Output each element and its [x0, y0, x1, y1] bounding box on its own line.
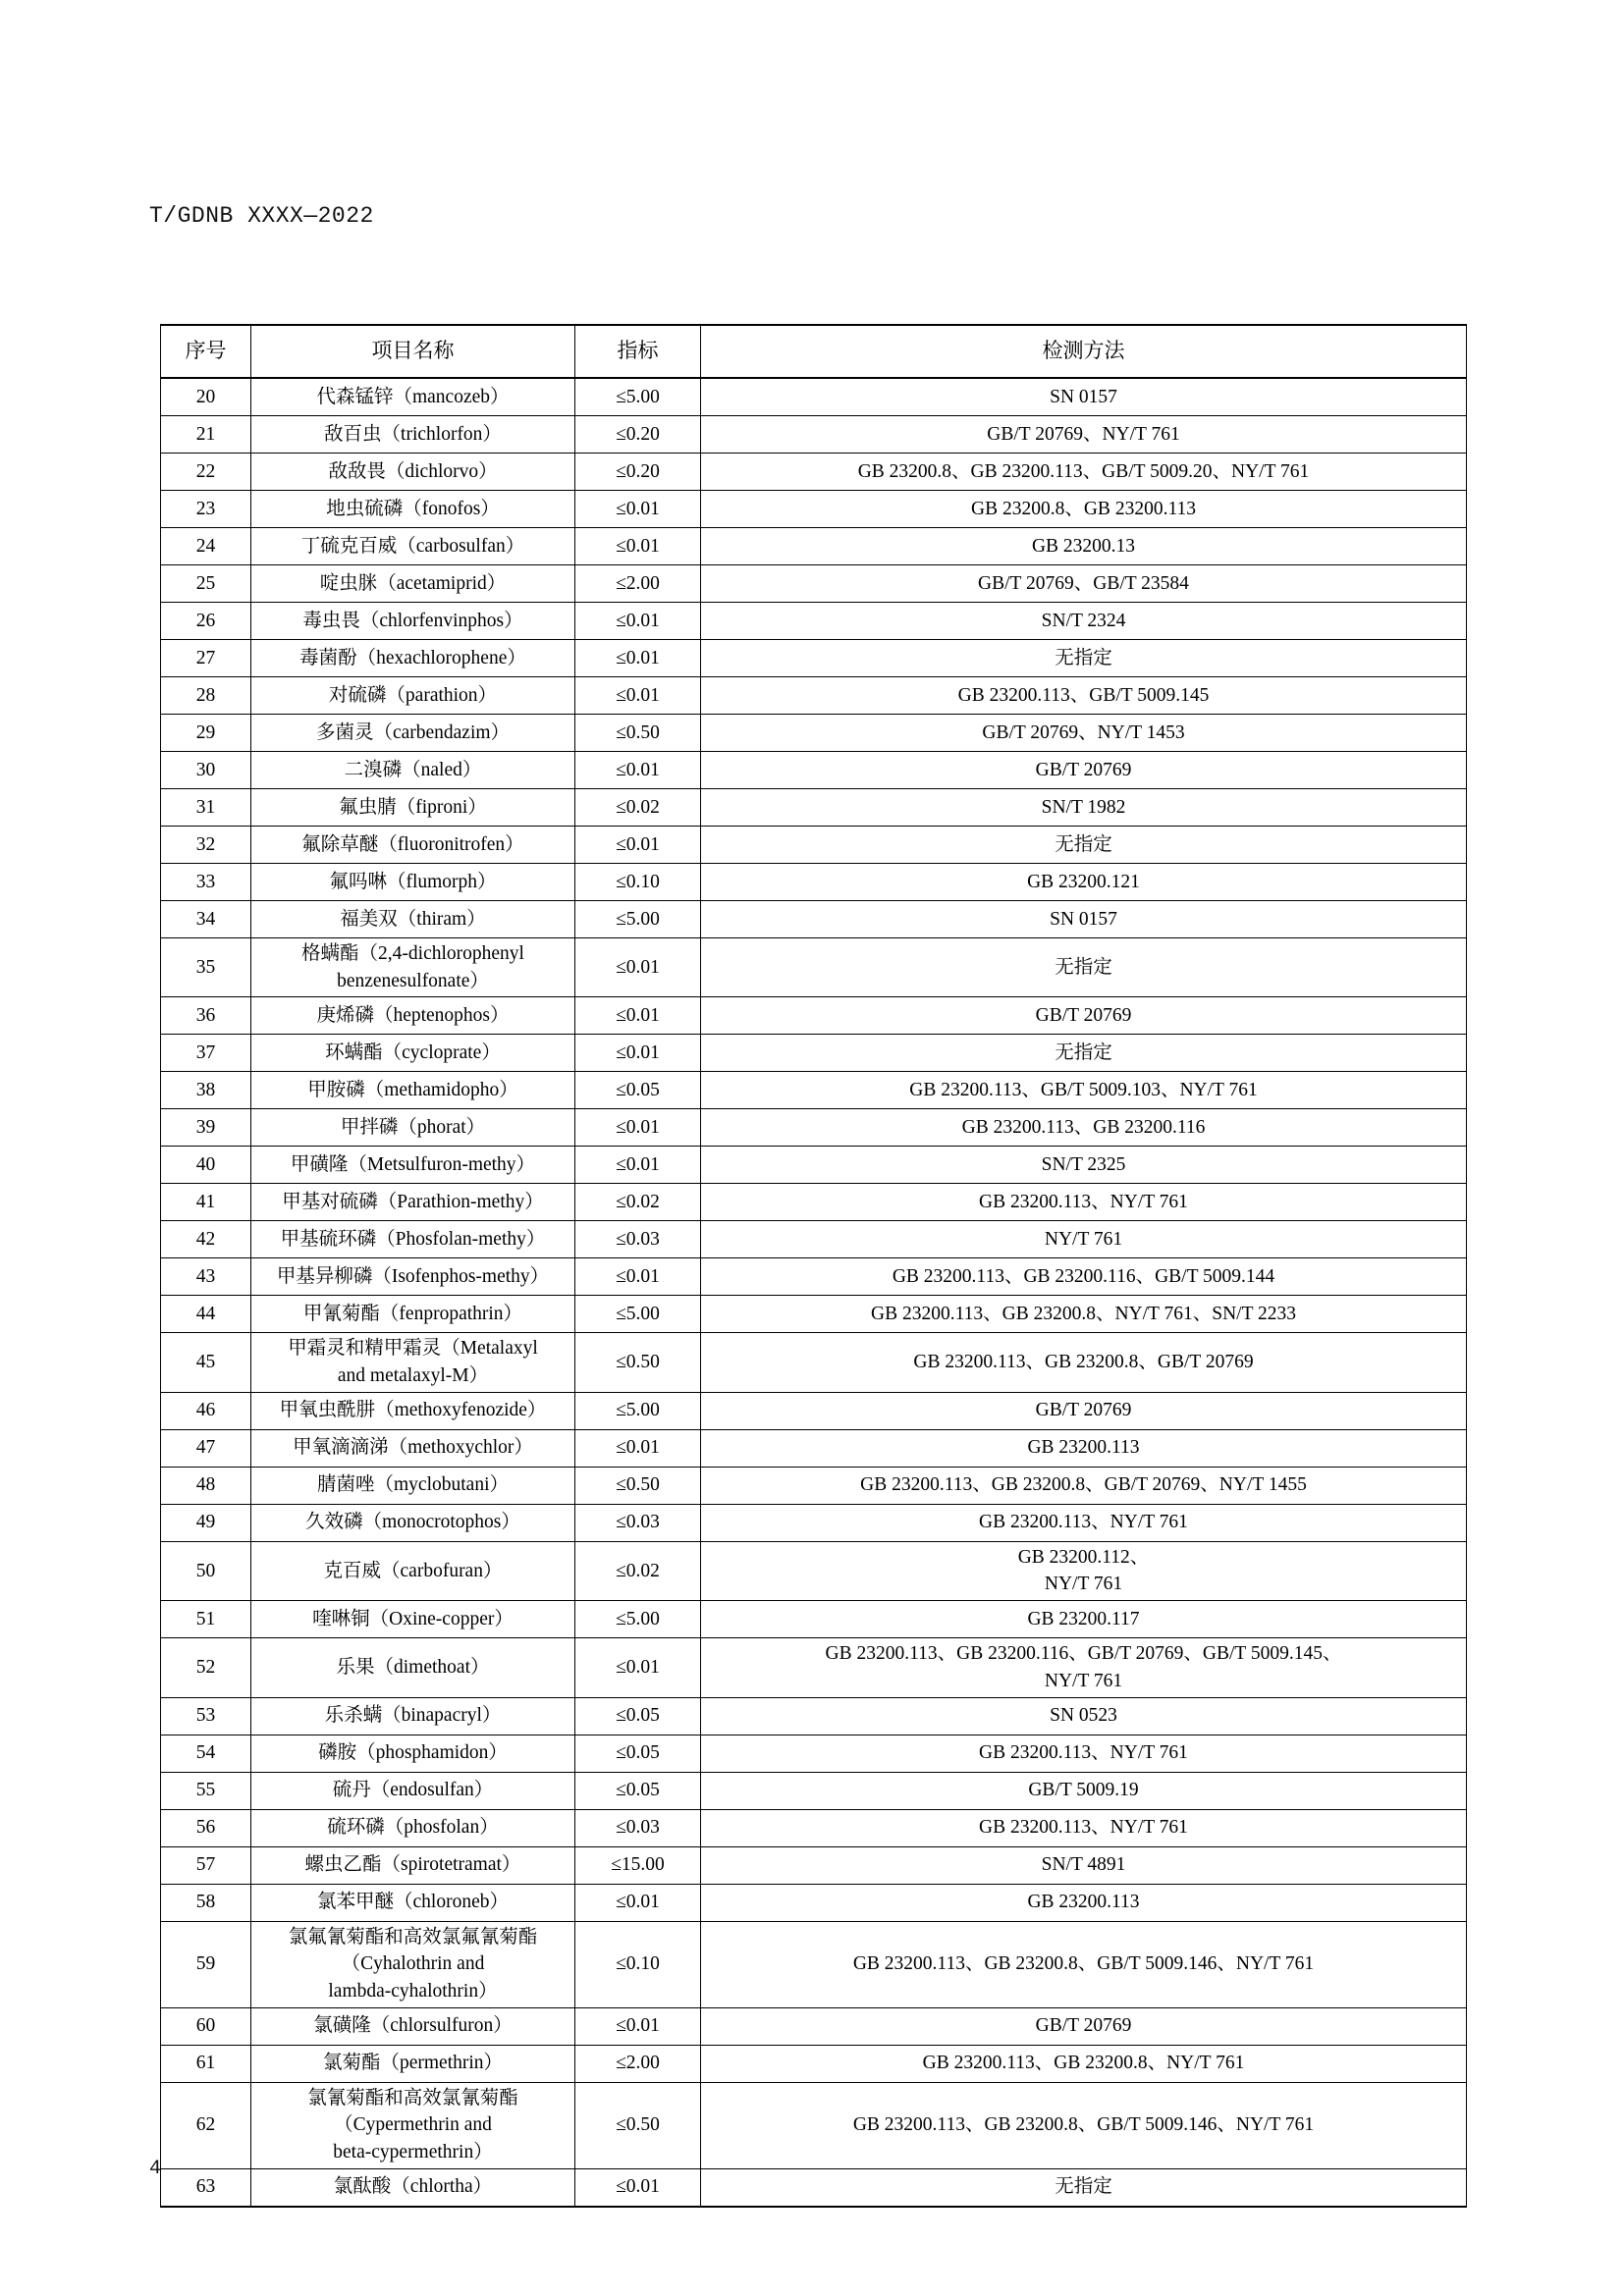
cell-detection-method: GB 23200.113、GB 23200.8、GB/T 20769、NY/T 1455 — [701, 1467, 1467, 1504]
cell-index-limit: ≤0.01 — [575, 528, 701, 565]
cell-item-name: 甲胺磷（methamidopho） — [251, 1072, 575, 1109]
cell-detection-method: GB 23200.113、GB 23200.8、NY/T 761 — [701, 2045, 1467, 2082]
cell-index-limit: ≤0.05 — [575, 1735, 701, 1772]
table-row — [161, 2007, 1467, 2045]
cell-index-limit: ≤0.02 — [575, 1541, 701, 1600]
cell-serial-number: 56 — [161, 1809, 251, 1846]
cell-item-name: 氯酞酸（chlortha） — [251, 2168, 575, 2207]
table-row — [161, 1035, 1467, 1072]
cell-index-limit: ≤0.50 — [575, 1333, 701, 1392]
cell-item-name: 喹啉铜（Oxine-copper） — [251, 1601, 575, 1638]
cell-index-limit: ≤5.00 — [575, 1392, 701, 1429]
cell-serial-number: 31 — [161, 789, 251, 827]
table-row — [161, 715, 1467, 752]
cell-item-name: 螺虫乙酯（spirotetramat） — [251, 1846, 575, 1884]
cell-index-limit: ≤0.20 — [575, 416, 701, 454]
cell-index-limit: ≤0.01 — [575, 938, 701, 997]
cell-serial-number: 44 — [161, 1296, 251, 1333]
cell-item-name: 环螨酯（cycloprate） — [251, 1035, 575, 1072]
cell-item-name: 腈菌唑（myclobutani） — [251, 1467, 575, 1504]
cell-detection-method: GB 23200.113、GB 23200.116、GB/T 20769、GB/T 5009.145、 NY/T 761 — [701, 1638, 1467, 1697]
cell-item-name: 甲基异柳磷（Isofenphos-methy） — [251, 1258, 575, 1296]
cell-index-limit: ≤0.01 — [575, 752, 701, 789]
column-header-no: 序号 — [161, 325, 251, 378]
cell-serial-number: 41 — [161, 1184, 251, 1221]
cell-item-name: 氯菊酯（permethrin） — [251, 2045, 575, 2082]
table-row — [161, 1772, 1467, 1809]
table-row — [161, 1258, 1467, 1296]
cell-item-name: 氯苯甲醚（chloroneb） — [251, 1884, 575, 1921]
cell-serial-number: 35 — [161, 938, 251, 997]
cell-index-limit: ≤0.01 — [575, 1035, 701, 1072]
table-row — [161, 378, 1467, 416]
cell-detection-method: SN 0157 — [701, 901, 1467, 938]
cell-item-name: 硫丹（endosulfan） — [251, 1772, 575, 1809]
cell-serial-number: 50 — [161, 1541, 251, 1600]
cell-detection-method: SN 0157 — [701, 378, 1467, 416]
document-header-code: T/GDNB XXXX—2022 — [149, 203, 374, 229]
cell-item-name: 氟虫腈（fiproni） — [251, 789, 575, 827]
cell-serial-number: 55 — [161, 1772, 251, 1809]
cell-serial-number: 24 — [161, 528, 251, 565]
cell-item-name: 啶虫脒（acetamiprid） — [251, 565, 575, 603]
cell-index-limit: ≤0.05 — [575, 1697, 701, 1735]
cell-detection-method: GB/T 20769 — [701, 2007, 1467, 2045]
cell-item-name: 毒虫畏（chlorfenvinphos） — [251, 603, 575, 640]
table-row — [161, 640, 1467, 677]
cell-item-name: 对硫磷（parathion） — [251, 677, 575, 715]
cell-index-limit: ≤0.01 — [575, 2007, 701, 2045]
table-row — [161, 416, 1467, 454]
cell-detection-method: 无指定 — [701, 827, 1467, 864]
cell-index-limit: ≤0.01 — [575, 491, 701, 528]
cell-index-limit: ≤0.01 — [575, 1147, 701, 1184]
cell-serial-number: 61 — [161, 2045, 251, 2082]
cell-item-name: 甲氰菊酯（fenpropathrin） — [251, 1296, 575, 1333]
cell-item-name: 克百威（carbofuran） — [251, 1541, 575, 1600]
cell-serial-number: 49 — [161, 1504, 251, 1541]
cell-detection-method: GB 23200.113 — [701, 1884, 1467, 1921]
table-row — [161, 1884, 1467, 1921]
table-header-row — [161, 325, 1467, 378]
table-row — [161, 1921, 1467, 2007]
column-header-name: 项目名称 — [251, 325, 575, 378]
page-number: 4 — [149, 2158, 162, 2180]
table-row — [161, 603, 1467, 640]
cell-detection-method: GB 23200.113、GB 23200.116、GB/T 5009.144 — [701, 1258, 1467, 1296]
cell-index-limit: ≤2.00 — [575, 565, 701, 603]
cell-item-name: 甲氧滴滴涕（methoxychlor） — [251, 1429, 575, 1467]
cell-serial-number: 54 — [161, 1735, 251, 1772]
cell-index-limit: ≤5.00 — [575, 1296, 701, 1333]
cell-detection-method: SN/T 2324 — [701, 603, 1467, 640]
column-header-index: 指标 — [575, 325, 701, 378]
pesticide-limits-table — [160, 324, 1467, 2208]
cell-item-name: 氟除草醚（fluoronitrofen） — [251, 827, 575, 864]
cell-serial-number: 25 — [161, 565, 251, 603]
cell-index-limit: ≤0.05 — [575, 1772, 701, 1809]
cell-serial-number: 39 — [161, 1109, 251, 1147]
table-row — [161, 1735, 1467, 1772]
cell-serial-number: 40 — [161, 1147, 251, 1184]
cell-item-name: 久效磷（monocrotophos） — [251, 1504, 575, 1541]
cell-detection-method: GB 23200.8、GB 23200.113 — [701, 491, 1467, 528]
cell-detection-method: 无指定 — [701, 938, 1467, 997]
cell-serial-number: 52 — [161, 1638, 251, 1697]
table-row — [161, 1638, 1467, 1697]
table-row — [161, 2168, 1467, 2207]
cell-serial-number: 34 — [161, 901, 251, 938]
table-row — [161, 1429, 1467, 1467]
table-row — [161, 1221, 1467, 1258]
table-row — [161, 827, 1467, 864]
table-row — [161, 1504, 1467, 1541]
cell-serial-number: 23 — [161, 491, 251, 528]
table-row — [161, 2045, 1467, 2082]
cell-detection-method: GB 23200.121 — [701, 864, 1467, 901]
cell-serial-number: 59 — [161, 1921, 251, 2007]
cell-item-name: 代森锰锌（mancozeb） — [251, 378, 575, 416]
cell-item-name: 敌百虫（trichlorfon） — [251, 416, 575, 454]
cell-serial-number: 43 — [161, 1258, 251, 1296]
cell-item-name: 二溴磷（naled） — [251, 752, 575, 789]
table-row — [161, 864, 1467, 901]
cell-index-limit: ≤0.01 — [575, 640, 701, 677]
cell-serial-number: 22 — [161, 454, 251, 491]
cell-item-name: 甲磺隆（Metsulfuron-methy） — [251, 1147, 575, 1184]
cell-serial-number: 37 — [161, 1035, 251, 1072]
cell-serial-number: 53 — [161, 1697, 251, 1735]
cell-serial-number: 21 — [161, 416, 251, 454]
cell-serial-number: 26 — [161, 603, 251, 640]
cell-detection-method: GB/T 20769、GB/T 23584 — [701, 565, 1467, 603]
table-row — [161, 1147, 1467, 1184]
cell-index-limit: ≤0.01 — [575, 2168, 701, 2207]
cell-serial-number: 42 — [161, 1221, 251, 1258]
table-row — [161, 1846, 1467, 1884]
column-header-method: 检测方法 — [701, 325, 1467, 378]
cell-serial-number: 48 — [161, 1467, 251, 1504]
table-row — [161, 565, 1467, 603]
cell-item-name: 甲基硫环磷（Phosfolan-methy） — [251, 1221, 575, 1258]
table-row — [161, 1809, 1467, 1846]
table-row — [161, 1184, 1467, 1221]
cell-detection-method: GB 23200.113、GB 23200.8、NY/T 761、SN/T 2233 — [701, 1296, 1467, 1333]
cell-detection-method: GB 23200.113、GB 23200.8、GB/T 5009.146、NY/T 761 — [701, 2082, 1467, 2168]
table-row — [161, 752, 1467, 789]
table-row — [161, 789, 1467, 827]
cell-detection-method: GB 23200.113、NY/T 761 — [701, 1809, 1467, 1846]
cell-item-name: 格螨酯（2,4-dichlorophenyl benzenesulfonate） — [251, 938, 575, 997]
cell-item-name: 甲基对硫磷（Parathion-methy） — [251, 1184, 575, 1221]
cell-detection-method: GB 23200.113、NY/T 761 — [701, 1184, 1467, 1221]
cell-item-name: 甲拌磷（phorat） — [251, 1109, 575, 1147]
cell-detection-method: GB/T 5009.19 — [701, 1772, 1467, 1809]
cell-item-name: 地虫硫磷（fonofos） — [251, 491, 575, 528]
cell-index-limit: ≤0.05 — [575, 1072, 701, 1109]
cell-detection-method: SN 0523 — [701, 1697, 1467, 1735]
cell-item-name: 庚烯磷（heptenophos） — [251, 997, 575, 1035]
cell-index-limit: ≤0.01 — [575, 1429, 701, 1467]
cell-detection-method: 无指定 — [701, 2168, 1467, 2207]
table-row — [161, 1697, 1467, 1735]
cell-index-limit: ≤0.03 — [575, 1504, 701, 1541]
cell-index-limit: ≤5.00 — [575, 1601, 701, 1638]
cell-item-name: 氯氰菊酯和高效氯氰菊酯 （Cypermethrin and beta-cypermethrin） — [251, 2082, 575, 2168]
cell-detection-method: GB 23200.113、GB/T 5009.103、NY/T 761 — [701, 1072, 1467, 1109]
cell-index-limit: ≤0.01 — [575, 677, 701, 715]
cell-item-name: 丁硫克百威（carbosulfan） — [251, 528, 575, 565]
table-row — [161, 1333, 1467, 1392]
cell-serial-number: 62 — [161, 2082, 251, 2168]
table-row — [161, 1601, 1467, 1638]
cell-detection-method: GB 23200.8、GB 23200.113、GB/T 5009.20、NY/T 761 — [701, 454, 1467, 491]
cell-serial-number: 51 — [161, 1601, 251, 1638]
table-row — [161, 1072, 1467, 1109]
cell-index-limit: ≤0.20 — [575, 454, 701, 491]
cell-item-name: 甲氧虫酰肼（methoxyfenozide） — [251, 1392, 575, 1429]
table-row — [161, 1392, 1467, 1429]
table-row — [161, 1296, 1467, 1333]
table-row — [161, 2082, 1467, 2168]
cell-serial-number: 30 — [161, 752, 251, 789]
cell-serial-number: 46 — [161, 1392, 251, 1429]
cell-item-name: 氯氟氰菊酯和高效氯氟氰菊酯 （Cyhalothrin and lambda-cyhalothrin） — [251, 1921, 575, 2007]
cell-index-limit: ≤0.03 — [575, 1809, 701, 1846]
cell-index-limit: ≤0.50 — [575, 2082, 701, 2168]
table-row — [161, 528, 1467, 565]
cell-detection-method: GB/T 20769 — [701, 997, 1467, 1035]
cell-item-name: 磷胺（phosphamidon） — [251, 1735, 575, 1772]
table-body — [161, 378, 1467, 2207]
cell-item-name: 毒菌酚（hexachlorophene） — [251, 640, 575, 677]
cell-index-limit: ≤0.01 — [575, 603, 701, 640]
cell-item-name: 硫环磷（phosfolan） — [251, 1809, 575, 1846]
cell-serial-number: 63 — [161, 2168, 251, 2207]
cell-serial-number: 36 — [161, 997, 251, 1035]
table-row — [161, 677, 1467, 715]
cell-detection-method: GB/T 20769、NY/T 1453 — [701, 715, 1467, 752]
cell-index-limit: ≤0.10 — [575, 1921, 701, 2007]
cell-detection-method: NY/T 761 — [701, 1221, 1467, 1258]
cell-index-limit: ≤2.00 — [575, 2045, 701, 2082]
cell-index-limit: ≤0.02 — [575, 789, 701, 827]
cell-index-limit: ≤0.03 — [575, 1221, 701, 1258]
table-row — [161, 1467, 1467, 1504]
table-row — [161, 454, 1467, 491]
cell-detection-method: GB 23200.113、NY/T 761 — [701, 1504, 1467, 1541]
cell-detection-method: GB/T 20769 — [701, 1392, 1467, 1429]
cell-detection-method: GB 23200.113、GB 23200.116 — [701, 1109, 1467, 1147]
cell-serial-number: 38 — [161, 1072, 251, 1109]
cell-index-limit: ≤15.00 — [575, 1846, 701, 1884]
cell-detection-method: SN/T 2325 — [701, 1147, 1467, 1184]
table-row — [161, 938, 1467, 997]
cell-index-limit: ≤5.00 — [575, 378, 701, 416]
cell-detection-method: GB 23200.113、NY/T 761 — [701, 1735, 1467, 1772]
cell-index-limit: ≤0.01 — [575, 997, 701, 1035]
cell-detection-method: GB 23200.117 — [701, 1601, 1467, 1638]
cell-index-limit: ≤0.10 — [575, 864, 701, 901]
cell-serial-number: 27 — [161, 640, 251, 677]
cell-item-name: 福美双（thiram） — [251, 901, 575, 938]
cell-index-limit: ≤0.01 — [575, 827, 701, 864]
cell-item-name: 多菌灵（carbendazim） — [251, 715, 575, 752]
cell-detection-method: GB 23200.113、GB 23200.8、GB/T 20769 — [701, 1333, 1467, 1392]
cell-item-name: 乐杀螨（binapacryl） — [251, 1697, 575, 1735]
cell-detection-method: GB 23200.113、GB/T 5009.145 — [701, 677, 1467, 715]
cell-serial-number: 60 — [161, 2007, 251, 2045]
cell-serial-number: 45 — [161, 1333, 251, 1392]
cell-item-name: 氯磺隆（chlorsulfuron） — [251, 2007, 575, 2045]
cell-detection-method: GB 23200.13 — [701, 528, 1467, 565]
table-row — [161, 901, 1467, 938]
cell-index-limit: ≤0.01 — [575, 1884, 701, 1921]
cell-detection-method: GB/T 20769 — [701, 752, 1467, 789]
table-row — [161, 997, 1467, 1035]
cell-index-limit: ≤5.00 — [575, 901, 701, 938]
cell-detection-method: GB 23200.112、 NY/T 761 — [701, 1541, 1467, 1600]
cell-item-name: 甲霜灵和精甲霜灵（Metalaxyl and metalaxyl-M） — [251, 1333, 575, 1392]
cell-detection-method: 无指定 — [701, 1035, 1467, 1072]
cell-index-limit: ≤0.01 — [575, 1258, 701, 1296]
cell-index-limit: ≤0.01 — [575, 1109, 701, 1147]
pesticide-limits-table-container — [160, 324, 1466, 2208]
cell-serial-number: 47 — [161, 1429, 251, 1467]
cell-index-limit: ≤0.50 — [575, 715, 701, 752]
cell-index-limit: ≤0.50 — [575, 1467, 701, 1504]
cell-serial-number: 33 — [161, 864, 251, 901]
cell-detection-method: 无指定 — [701, 640, 1467, 677]
cell-index-limit: ≤0.01 — [575, 1638, 701, 1697]
table-row — [161, 491, 1467, 528]
table-header — [161, 325, 1467, 378]
cell-index-limit: ≤0.02 — [575, 1184, 701, 1221]
cell-serial-number: 28 — [161, 677, 251, 715]
cell-detection-method: SN/T 4891 — [701, 1846, 1467, 1884]
cell-serial-number: 58 — [161, 1884, 251, 1921]
cell-item-name: 乐果（dimethoat） — [251, 1638, 575, 1697]
cell-item-name: 氟吗啉（flumorph） — [251, 864, 575, 901]
cell-item-name: 敌敌畏（dichlorvo） — [251, 454, 575, 491]
cell-detection-method: SN/T 1982 — [701, 789, 1467, 827]
cell-detection-method: GB/T 20769、NY/T 761 — [701, 416, 1467, 454]
table-row — [161, 1541, 1467, 1600]
cell-detection-method: GB 23200.113、GB 23200.8、GB/T 5009.146、NY/T 761 — [701, 1921, 1467, 2007]
table-row — [161, 1109, 1467, 1147]
cell-serial-number: 20 — [161, 378, 251, 416]
cell-serial-number: 32 — [161, 827, 251, 864]
cell-serial-number: 57 — [161, 1846, 251, 1884]
cell-detection-method: GB 23200.113 — [701, 1429, 1467, 1467]
cell-serial-number: 29 — [161, 715, 251, 752]
